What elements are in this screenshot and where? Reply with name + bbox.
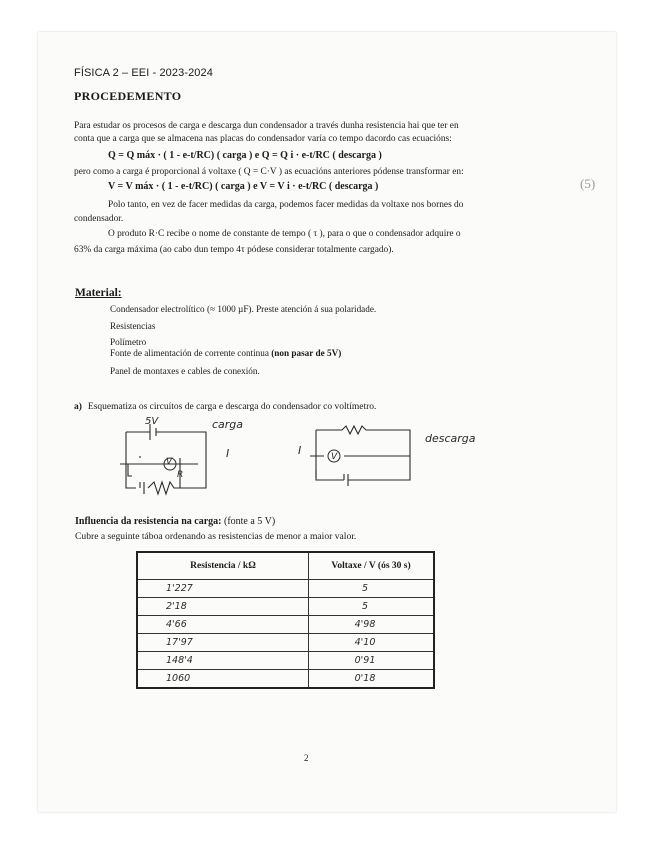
voltage-cell: 5 [309,580,435,598]
voltage-cell: 4'10 [309,634,435,652]
material-title: Material: [75,287,122,299]
voltage-cell: 4'98 [309,616,435,634]
intro-line-2: conta que a carga que se almacena nas placas do condensador varía co tempo dacordo cas ecuacións: [74,134,452,144]
page-number: 2 [304,753,309,763]
header-resistance: Resistencia / kΩ [137,552,309,580]
equation-charge: Q = Q máx · ( 1 - e-t/RC) ( carga ) e Q = Q i · e-t/RC ( descarga ) [108,150,382,161]
material-item: Resistencias [110,321,156,331]
header-voltage: Voltaxe / V (ós 30 s) [309,552,435,580]
voltage-source-label: 5V [145,416,159,427]
table-row [137,598,434,616]
resistance-cell: 2'18 [137,598,309,616]
power-supply-note: (non pasar de 5V) [271,348,342,358]
table-row [137,670,434,689]
intro-line-7: 63% da carga máxima (ao cabo dun tempo 4τ pódese considerar totalmente cargado). [74,245,394,255]
material-item: Polímetro [110,337,147,347]
section-title: PROCEDEMENTO [74,89,182,103]
influence-instruction: Cubre a seguinte táboa ordenando as resistencias de menor a maior valor. [75,531,357,542]
discharging-label: descarga [425,432,476,445]
material-item: Panel de montaxes e cables de conexión. [110,366,260,376]
intro-line-6: O produto R·C recibe o nome de constante de tempo ( τ ), para o que o condensador adquire o [108,229,461,239]
question-a-text: Esquematiza os circuítos de carga e descarga do condensador co voltímetro. [87,402,377,412]
voltage-cell: 5 [309,598,435,616]
discharging-current-label: I [298,444,302,457]
charging-label: carga [212,418,244,431]
document-header: FÍSICA 2 – EEI - 2023-2024 [74,67,213,79]
material-item: Condensador electrolítico (≈ 1000 µF). Preste atención á sua polaridade. [110,304,377,314]
material-item-power-supply: Fonte de alimentación de corrente continua (non pasar de 5V) [110,348,342,358]
intro-line-1: Para estudar os procesos de carga e descarga dun condensador a través dunha resistencia hai que ter en [74,121,459,131]
question-a-label: a) [74,402,82,412]
table-header-row [137,552,434,580]
voltage-cell: 0'91 [309,652,435,670]
table-row [137,616,434,634]
discharging-voltmeter-label: V [331,452,338,462]
resistance-cell: 1060 [137,670,309,689]
equation-voltage: V = V máx · ( 1 - e-t/RC) ( carga ) e V = V i · e-t/RC ( descarga ) [108,181,379,192]
side-mark: (5) [580,176,596,191]
charging-current-label: I [226,447,230,460]
table-row [137,652,434,670]
resistance-cell: 1'227 [137,580,309,598]
question-a [74,402,376,412]
resistor-label: R [177,470,184,480]
table-row [137,580,434,598]
resistance-cell: 17'97 [137,634,309,652]
influence-title: Influencia da resistencia na carga: (fonte a 5 V) [75,516,276,527]
intro-line-5: condensador. [74,214,124,224]
intro-line-3: pero como a carga é proporcional á voltaxe ( Q = C·V ) as ecuacións anteriores pódense transformar en: [74,167,464,177]
intro-line-4: Polo tanto, en vez de facer medidas da carga, podemos facer medidas da voltaxe nos bornes do [108,200,464,210]
resistance-cell: 4'66 [137,616,309,634]
discharging-circuit-diagram [300,420,420,490]
resistance-cell: 148'4 [137,652,309,670]
voltage-cell: 0'18 [309,670,435,689]
table-row [137,634,434,652]
charging-voltmeter-label: V [166,457,173,467]
resistance-table [136,551,435,689]
